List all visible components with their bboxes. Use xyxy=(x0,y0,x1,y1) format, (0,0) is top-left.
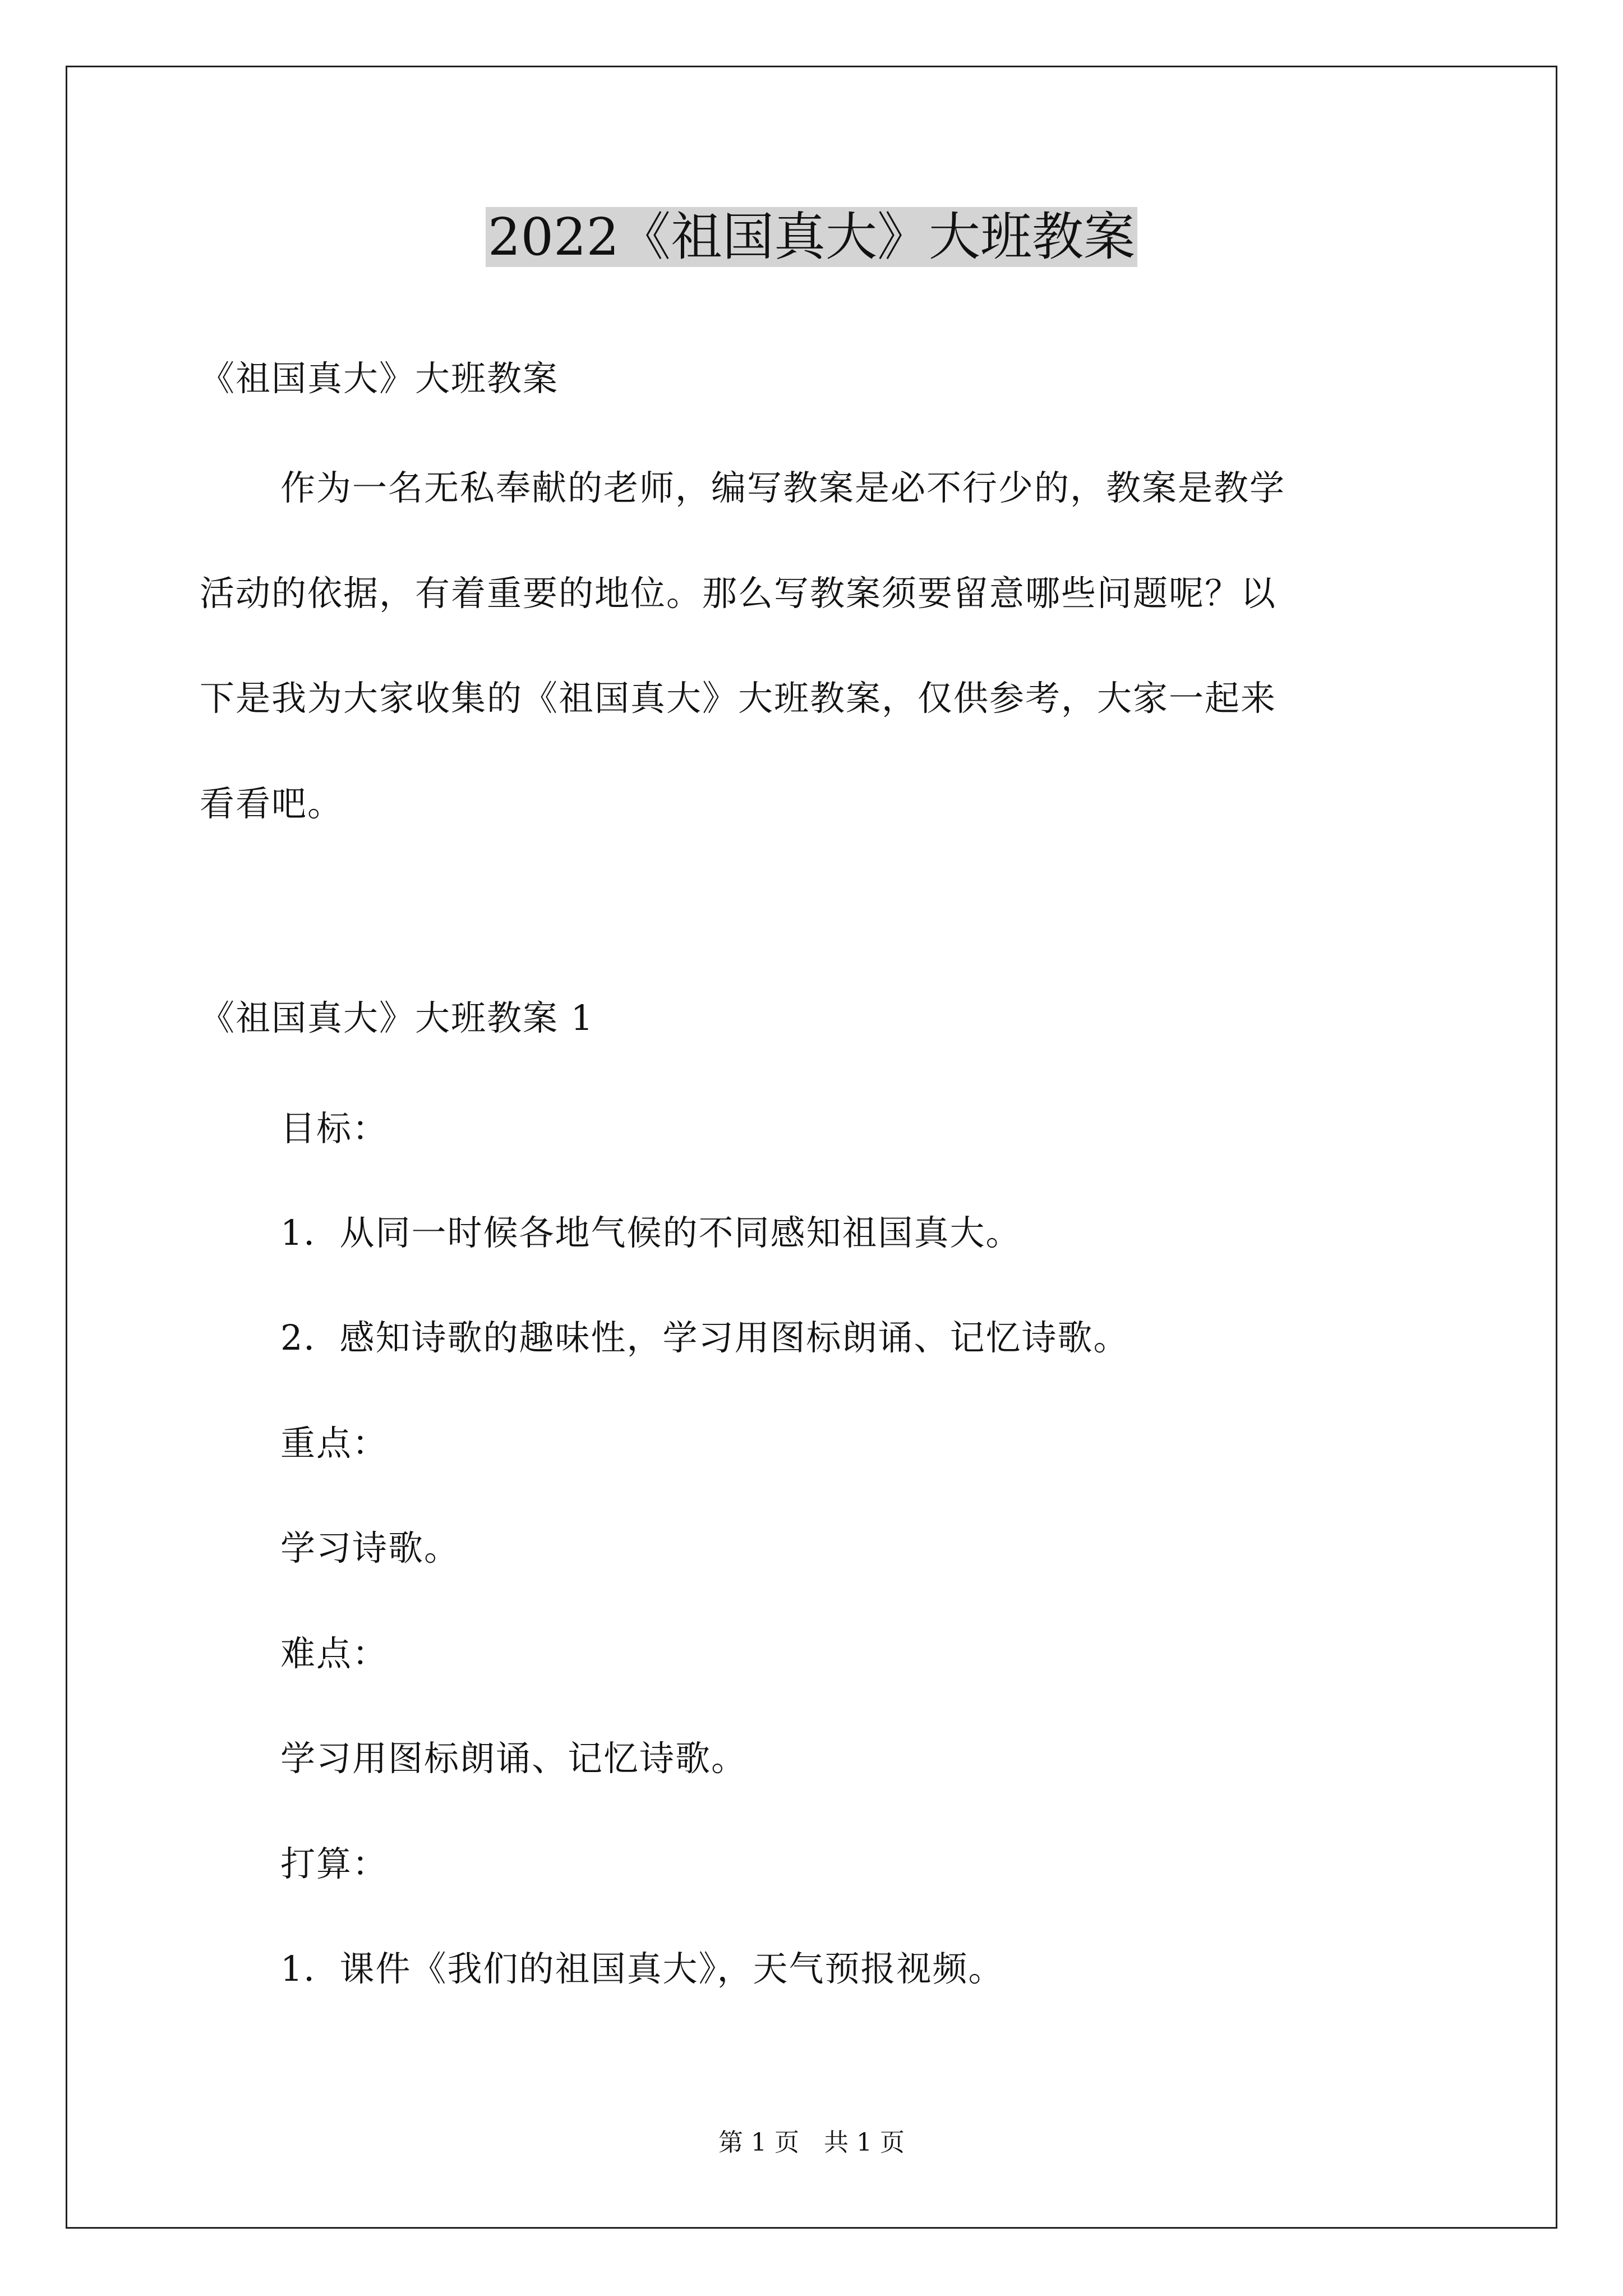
document-subtitle: 《祖国真大》大班教案 xyxy=(200,358,559,399)
goal-item: 1．从同一时候各地气候的不同感知祖国真大。 xyxy=(280,1212,1022,1253)
page-footer: 第 1 页 共 1 页 xyxy=(718,2128,905,2157)
intro-line: 下是我为大家收集的《祖国真大》大班教案，仅供参考，大家一起来 xyxy=(200,678,1277,719)
intro-line: 看看吧。 xyxy=(200,783,344,824)
focus-text: 学习诗歌。 xyxy=(280,1527,460,1568)
goal-item: 2．感知诗歌的趣味性，学习用图标朗诵、记忆诗歌。 xyxy=(280,1317,1129,1358)
goals-label: 目标： xyxy=(280,1108,389,1149)
intro-line: 活动的依据，有着重要的地位。那么写教案须要留意哪些问题呢？以 xyxy=(200,573,1277,614)
document-title-text: 2022《祖国真大》大班教案 xyxy=(486,207,1137,267)
prep-label: 打算： xyxy=(280,1843,389,1884)
focus-label: 重点： xyxy=(280,1423,389,1464)
document-title xyxy=(0,201,1623,274)
section-heading: 《祖国真大》大班教案 1 xyxy=(200,997,594,1038)
prep-item: 1．课件《我们的祖国真大》，天气预报视频。 xyxy=(280,1948,1004,1989)
difficulty-label: 难点： xyxy=(280,1633,389,1674)
difficulty-text: 学习用图标朗诵、记忆诗歌。 xyxy=(280,1738,748,1779)
intro-line: 作为一名无私奉献的老师，编写教案是必不行少的，教案是教学 xyxy=(280,467,1286,508)
